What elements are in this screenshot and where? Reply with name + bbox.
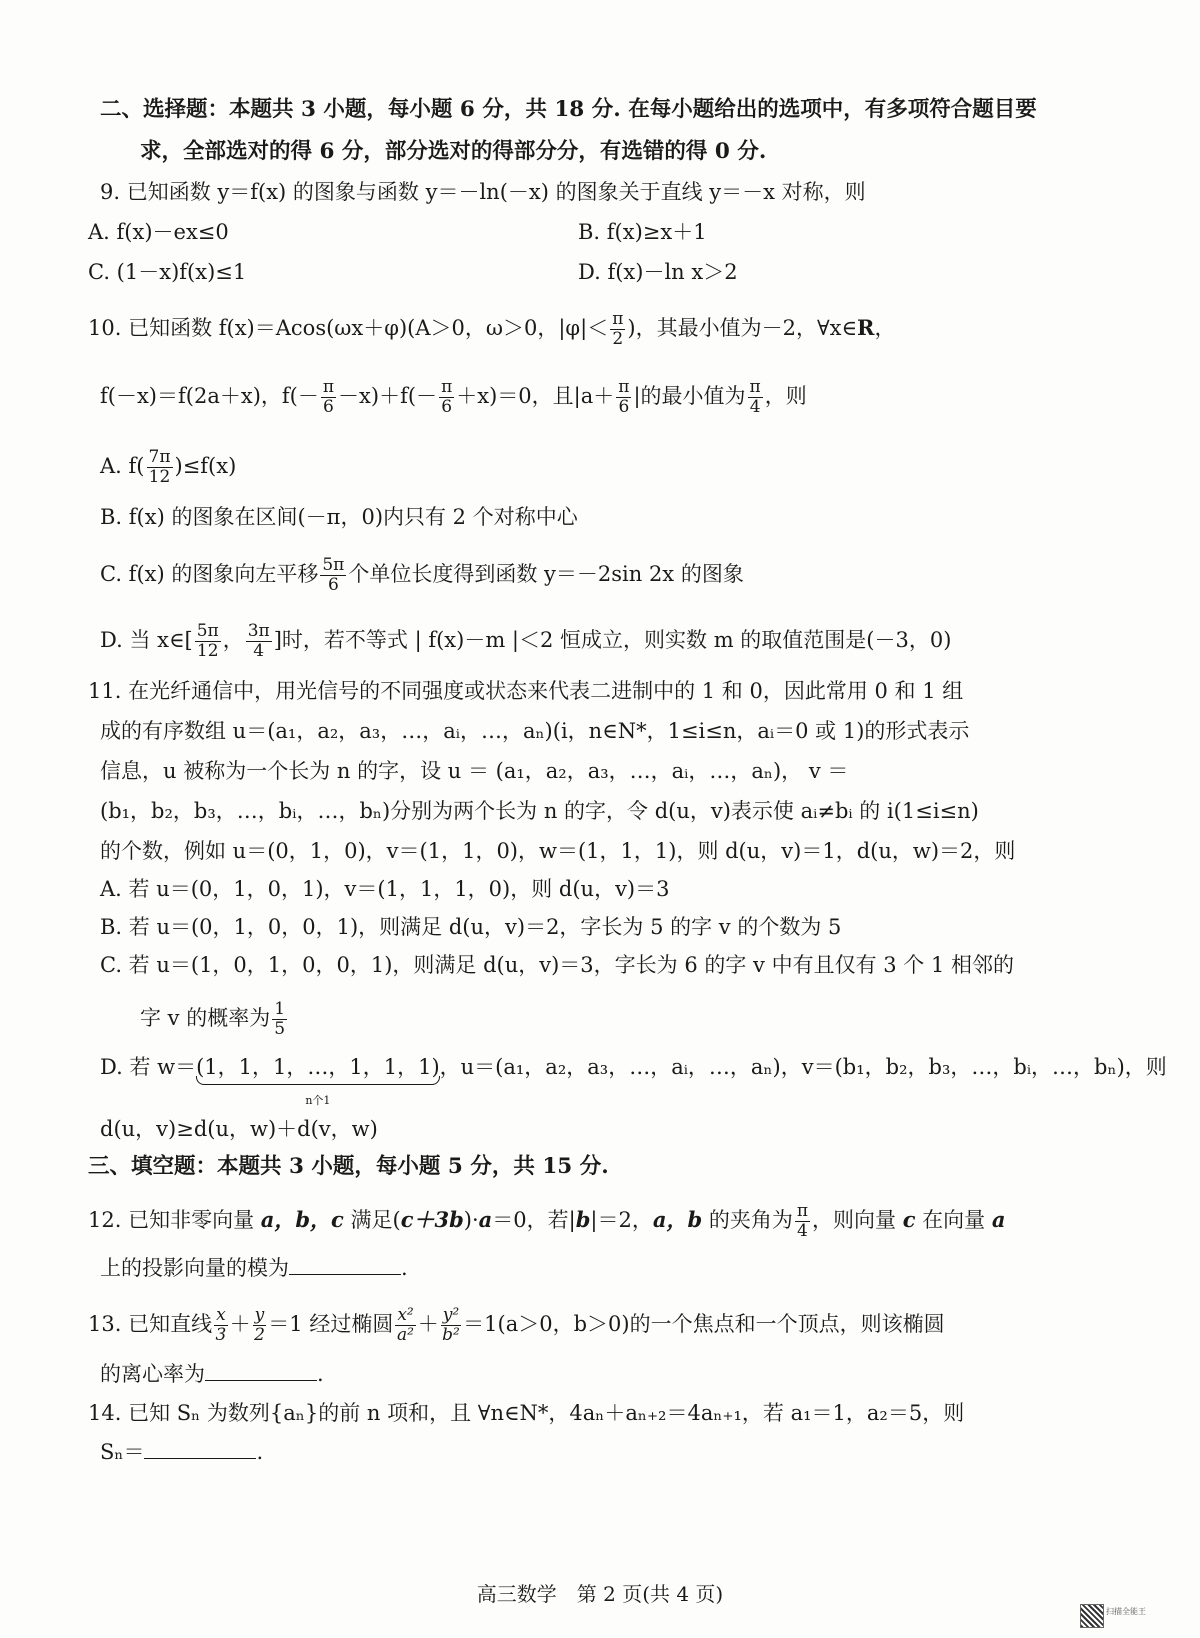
q10-stem-line2: f(－x)＝f(2a＋x)，f(－ $\frac{\pi}{6}$ －x)＋f(－ $\frac{\pi}{6}$ ＋x)＝0，且|a＋ $\frac{\pi}{6}$ |的最小值为 $\frac{\pi}{4}$ ，则	[100, 377, 807, 417]
q11-stem-line1: 11. 在光纤通信中，用光信号的不同强度或状态来代表二进制中的 1 和 0，因此常用 0 和 1 组	[88, 679, 964, 703]
q12-stem-line2: 上的投影向量的模为 .	[100, 1252, 408, 1283]
q14-answer-blank[interactable]	[144, 1436, 256, 1459]
q11-option-c-cont: 字 v 的概率为 $\frac{1}{5}$	[140, 999, 286, 1039]
q11-stem-line5: 的个数，例如 u＝(0，1，0)，v＝(1，1，0)，w＝(1，1，1)，则 d(u，v)＝1，d(u，w)＝2，则	[100, 839, 1016, 863]
q10-stem-c: )，其最小值为－2，∀x∈	[627, 316, 858, 340]
q10-option-b: B. f(x) 的图象在区间(－π，0)内只有 2 个对称中心	[100, 505, 578, 529]
fraction-y-over-2: $\frac{y}{2}$	[254, 1305, 265, 1345]
q13-stem-line2: 的离心率为 .	[100, 1358, 324, 1389]
scanner-watermark: 扫描全能王	[1106, 1607, 1146, 1616]
q11-option-c: C. 若 u＝(1，0，1，0，0，1)，则满足 d(u，v)＝3，字长为 6 的字 v 中有且仅有 3 个 1 相邻的	[100, 953, 1015, 977]
q10-stem-line1: 10. 已知函数 f(x)＝Acos(ωx＋φ)(A＞0，ω＞0，|φ|＜ $\frac{\pi}{2}$ )，其最小值为－2，∀x∈R，	[88, 309, 896, 349]
fraction-1-over-5: $\frac{1}{5}$	[274, 999, 286, 1039]
fraction-pi-over-6-c: $\frac{\pi}{6}$	[618, 377, 630, 417]
q9-stem: 9. 已知函数 y＝f(x) 的图象与函数 y＝－ln(－x) 的图象关于直线 y＝－x 对称，则	[100, 180, 866, 204]
q11-stem-line4: (b₁，b₂，b₃，…，bᵢ，…，bₙ)分别为两个长为 n 的字，令 d(u，v)表示使 aᵢ≠bᵢ 的 i(1≤i≤n)	[100, 799, 979, 823]
fraction-5pi-over-12: $\frac{5\pi}{12}$	[196, 621, 219, 661]
q14-stem-line2: Sₙ＝ .	[100, 1436, 263, 1467]
underbrace-label: n个1	[305, 1094, 331, 1107]
fraction-pi-over-4-q12: $\frac{\pi}{4}$	[796, 1201, 809, 1241]
fraction-x2-over-a2: $\frac{\text{x²}}{\text{a²}}$	[397, 1305, 414, 1345]
q12-answer-blank[interactable]	[289, 1252, 401, 1275]
q13-stem-line1: 13. 已知直线 $\frac{x}{3}$ ＋ $\frac{y}{2}$ ＝1 经过椭圆 $\frac{\text{x²}}{\text{a²}}$ ＋ $\frac{\text{y²}}{\text{b²}}$ ＝1(a＞0，b＞0)的一个焦点和一个顶点，则该椭圆	[88, 1305, 945, 1345]
q11-stem-line3: 信息，u 被称为一个长为 n 的字，设 u ＝ (a₁，a₂，a₃，…，aᵢ，…，aₙ)， v ＝	[100, 759, 849, 783]
q10-option-d: D. 当 x∈[ $\frac{5\pi}{12}$ ， $\frac{3\pi}{4}$ ]时，若不等式 | f(x)－m |＜2 恒成立，则实数 m 的取值范围是(－3，0)	[100, 621, 952, 661]
q11-option-b: B. 若 u＝(0，1，0，0，1)，则满足 d(u，v)＝2，字长为 5 的字 v 的个数为 5	[100, 915, 842, 939]
fraction-pi-over-2: $\frac{\pi}{2}$	[612, 309, 624, 349]
underbrace-n-ones: (1，1，1，…，1，1，1) n个1	[196, 1052, 440, 1082]
q9-option-d: D. f(x)－ln x＞2	[578, 260, 738, 284]
q11-option-d-cont: d(u，v)≥d(u，w)＋d(v，w)	[100, 1117, 378, 1141]
page-footer: 高三数学 第 2 页(共 4 页)	[476, 1582, 724, 1606]
q11-stem-line2: 成的有序数组 u＝(a₁，a₂，a₃，…，aᵢ，…，aₙ)(i，n∈N*，1≤i≤n，aᵢ＝0 或 1)的形式表示	[100, 719, 970, 743]
q9-option-a: A. f(x)－ex≤0	[88, 220, 229, 244]
q10-stem-b: (A＞0，ω＞0，|φ|＜	[407, 316, 609, 340]
fraction-7pi-over-12: $\frac{7\pi}{12}$	[148, 447, 171, 487]
section-3-heading: 三、填空题：本题共 3 小题，每小题 5 分，共 15 分.	[88, 1154, 609, 1179]
fraction-y2-over-b2: $\frac{\text{y²}}{\text{b²}}$	[442, 1305, 460, 1345]
real-numbers-symbol: R	[857, 315, 875, 340]
q10-option-c: C. f(x) 的图象向左平移 $\frac{5\pi}{6}$ 个单位长度得到函数 y＝－2sin 2x 的图象	[100, 555, 744, 595]
section-2-heading: 二、选择题：本题共 3 小题，每小题 6 分，共 18 分. 在每小题给出的选项中，有多项符合题目要	[100, 97, 1037, 122]
fraction-5pi-over-6: $\frac{5\pi}{6}$	[322, 555, 345, 595]
q9-option-b: B. f(x)≥x＋1	[578, 220, 707, 244]
q14-stem-line1: 14. 已知 Sₙ 为数列{aₙ}的前 n 项和，且 ∀n∈N*，4aₙ＋aₙ₊₂＝4aₙ₊₁，若 a₁＝1，a₂＝5，则	[88, 1401, 965, 1425]
fraction-pi-over-4: $\frac{\pi}{4}$	[749, 377, 761, 417]
underbrace-mark	[196, 1076, 440, 1085]
q13-answer-blank[interactable]	[205, 1358, 317, 1381]
qr-code-icon	[1080, 1604, 1104, 1628]
q9-option-c: C. (1－x)f(x)≤1	[88, 260, 247, 284]
fraction-pi-over-6: $\frac{\pi}{6}$	[322, 377, 335, 417]
fraction-3pi-over-4: $\frac{3\pi}{4}$	[247, 621, 270, 661]
q12-stem-line1: 12. 已知非零向量 a，b，c 满足(c＋3b)·a＝0，若|b|＝2，a，b 的夹角为 $\frac{\pi}{4}$ ，则向量 c 在向量 a	[88, 1201, 1006, 1241]
fraction-x-over-3: $\frac{x}{3}$	[215, 1305, 227, 1345]
q11-option-d: D. 若 w＝(1，1，1，…，1，1，1) n个1 ，u＝(a₁，a₂，a₃，…，aᵢ，…，aₙ)，v＝(b₁，b₂，b₃，…，bᵢ，…，bₙ)，则	[100, 1052, 1167, 1082]
q10-stem-a: 10. 已知函数 f(x)＝Acos(ωx＋φ)	[88, 316, 408, 340]
section-2-heading-cont: 求，全部选对的得 6 分，部分选对的得部分分，有选错的得 0 分.	[140, 139, 767, 164]
fraction-pi-over-6-b: $\frac{\pi}{6}$	[441, 377, 453, 417]
q11-option-a: A. 若 u＝(0，1，0，1)，v＝(1，1，1，0)，则 d(u，v)＝3	[100, 877, 670, 901]
q10-option-a: A. f( $\frac{7\pi}{12}$ )≤f(x)	[100, 447, 237, 487]
